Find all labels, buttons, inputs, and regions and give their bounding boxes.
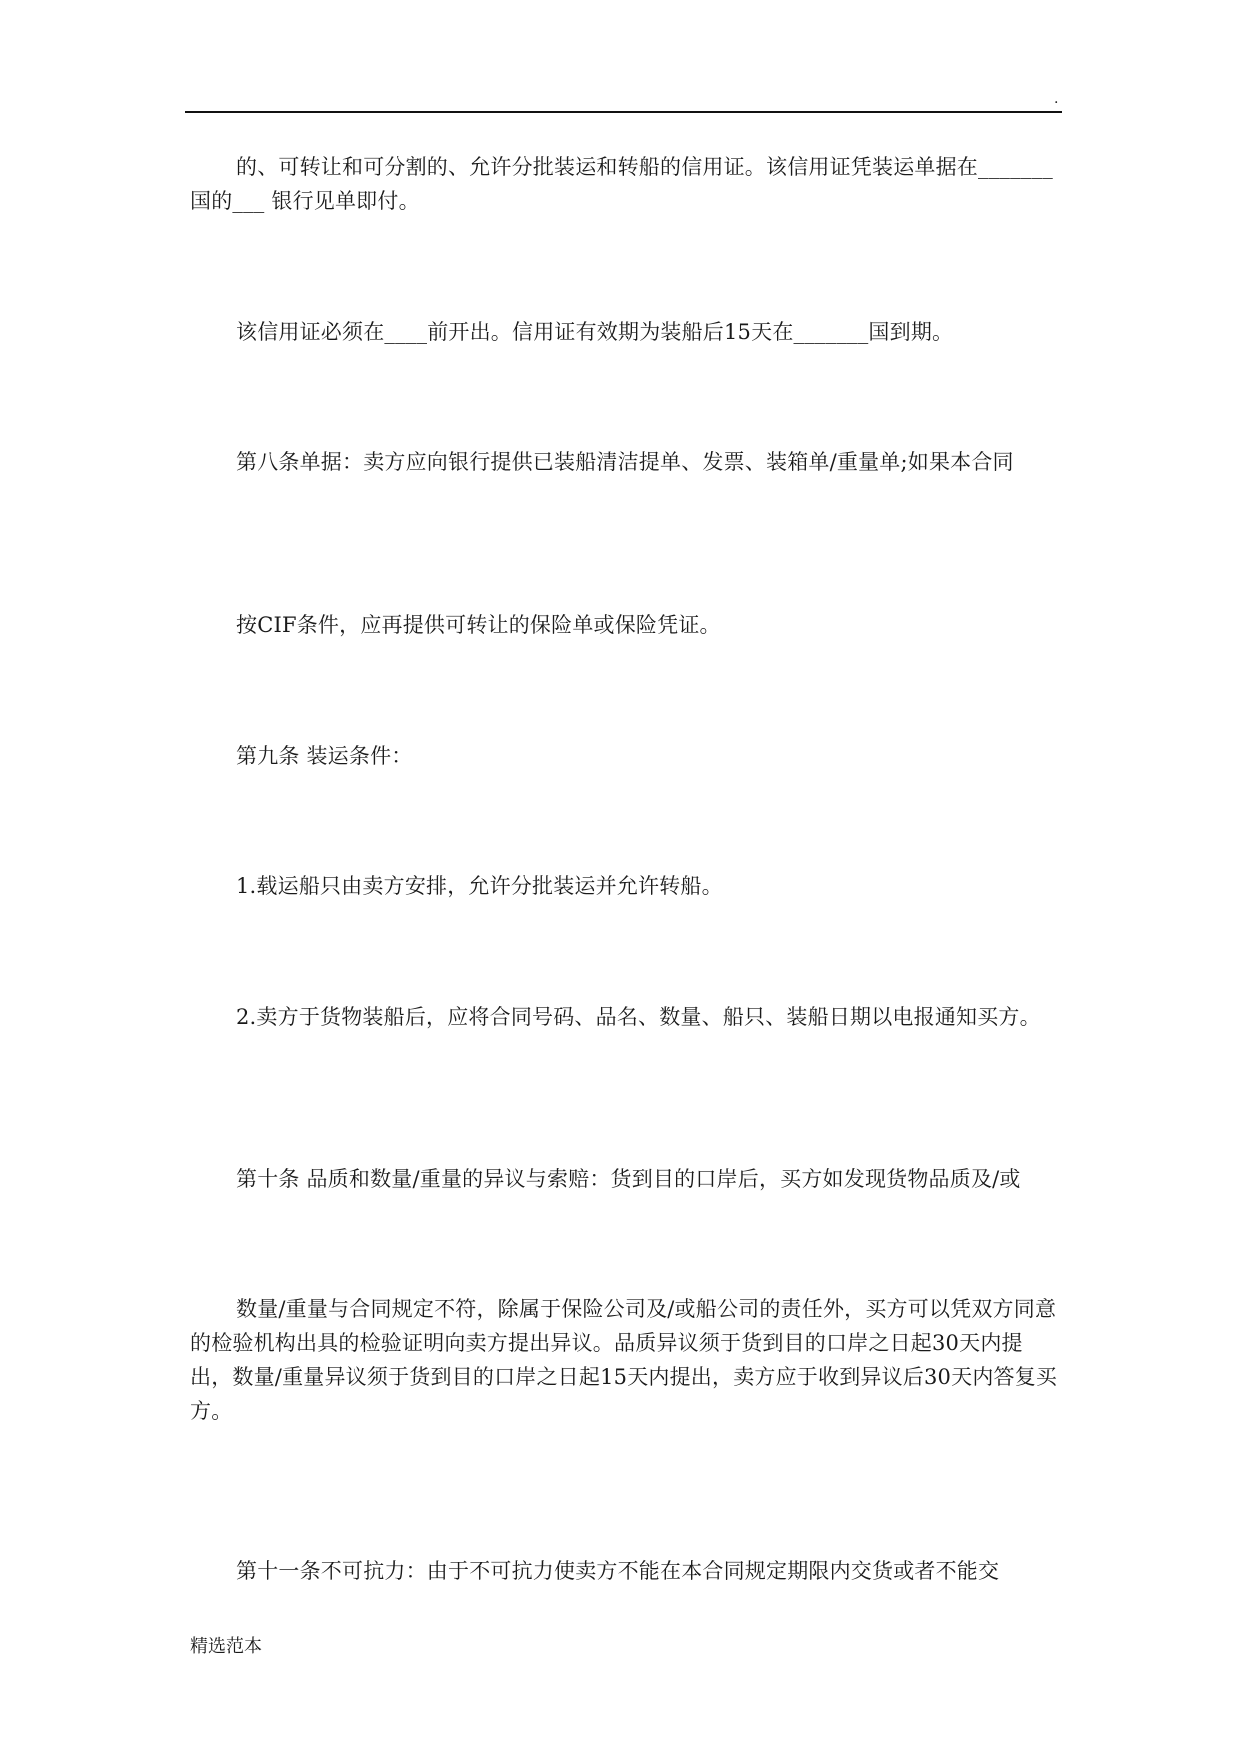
- header-rule: [185, 111, 1062, 113]
- paragraph-article-9-heading: 第九条 装运条件：: [236, 744, 413, 768]
- paragraph-claims-details: 数量/重量与合同规定不符，除属于保险公司及/或船公司的责任外，买方可以凭双方同意的检验机构出具的检验证明向卖方提出异议。品质异议须于货到目的口岸之日起30天内提出，数量/重量异议须于货到目的口岸之日起15天内提出，卖方应于收到异议后30天内答复买方。: [190, 1297, 1058, 1423]
- paragraph-cif-insurance: 按CIF条件，应再提供可转让的保险单或保险凭证。: [236, 613, 721, 637]
- paragraph-letter-of-credit-validity: 该信用证必须在____前开出。信用证有效期为装船后15天在_______国到期。: [236, 320, 954, 344]
- paragraph-article-10-claims: 第十条 品质和数量/重量的异议与索赔：货到目的口岸后，买方如发现货物品质及/或: [236, 1167, 1021, 1191]
- paragraph-letter-of-credit-terms: 的、可转让和可分割的、允许分批装运和转船的信用证。该信用证凭装运单据在_______国的___ 银行见单即付。: [190, 155, 1053, 213]
- paragraph-article-8-documents: 第八条单据：卖方应向银行提供已装船清洁提单、发票、装箱单/重量单;如果本合同: [236, 450, 1014, 474]
- paragraph-article-11-force-majeure: 第十一条不可抗力：由于不可抗力使卖方不能在本合同规定期限内交货或者不能交: [236, 1559, 1000, 1583]
- paragraph-shipping-item-2: 2.卖方于货物装船后，应将合同号码、品名、数量、船只、装船日期以电报通知买方。: [236, 1005, 1041, 1029]
- footer-label: 精选范本: [190, 1636, 262, 1657]
- paragraph-shipping-item-1: 1.载运船只由卖方安排，允许分批装运并允许转船。: [236, 874, 723, 898]
- header-dot: .: [1054, 91, 1059, 107]
